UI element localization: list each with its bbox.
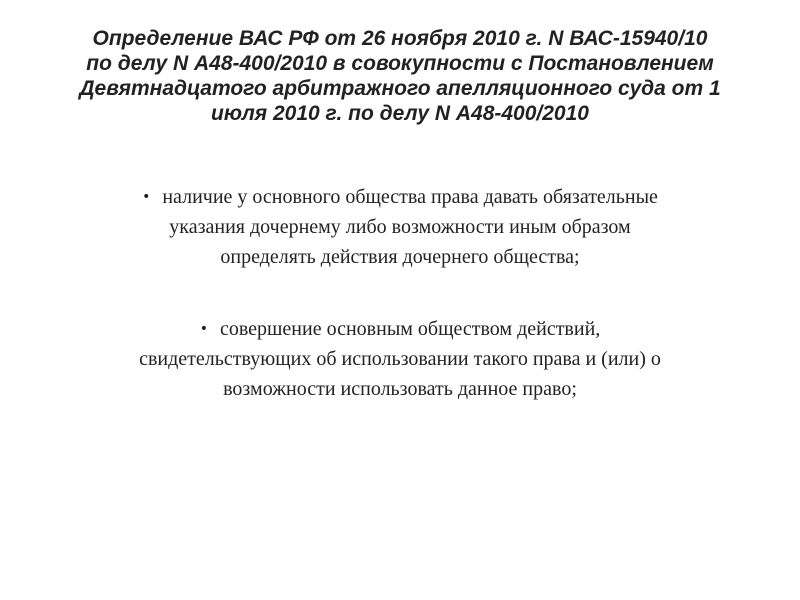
bullet-item (60, 182, 740, 272)
bullet-list (60, 182, 740, 404)
bullet-dot-icon: • (199, 321, 208, 337)
bullet-first-line (60, 314, 740, 344)
bullet-text-line: свидетельствующих об использовании такого права и (или) о (139, 348, 661, 370)
bullet-first-line (60, 182, 740, 212)
title-line: по делу N А48-400/2010 в совокупности с Постановлением (86, 52, 714, 75)
bullet-text-line: совершение основным обществом действий, (219, 318, 601, 340)
bullet-text-line: указания дочернему либо возможности иным образом (169, 216, 631, 238)
bullet-text-line: определять действия дочернего общества; (220, 246, 580, 268)
slide-title (30, 26, 770, 126)
bullet-text-line: возможности использовать данное право; (223, 378, 577, 400)
title-line: июля 2010 г. по делу N А48-400/2010 (211, 102, 589, 125)
title-line: Определение ВАС РФ от 26 ноября 2010 г. N ВАС-15940/10 (92, 27, 708, 50)
title-line: Девятнадцатого арбитражного апелляционного суда от 1 (79, 77, 721, 100)
bullet-dot-icon: • (142, 189, 151, 205)
bullet-text-line: наличие у основного общества права давать обязательные (162, 186, 658, 208)
bullet-item (60, 314, 740, 404)
